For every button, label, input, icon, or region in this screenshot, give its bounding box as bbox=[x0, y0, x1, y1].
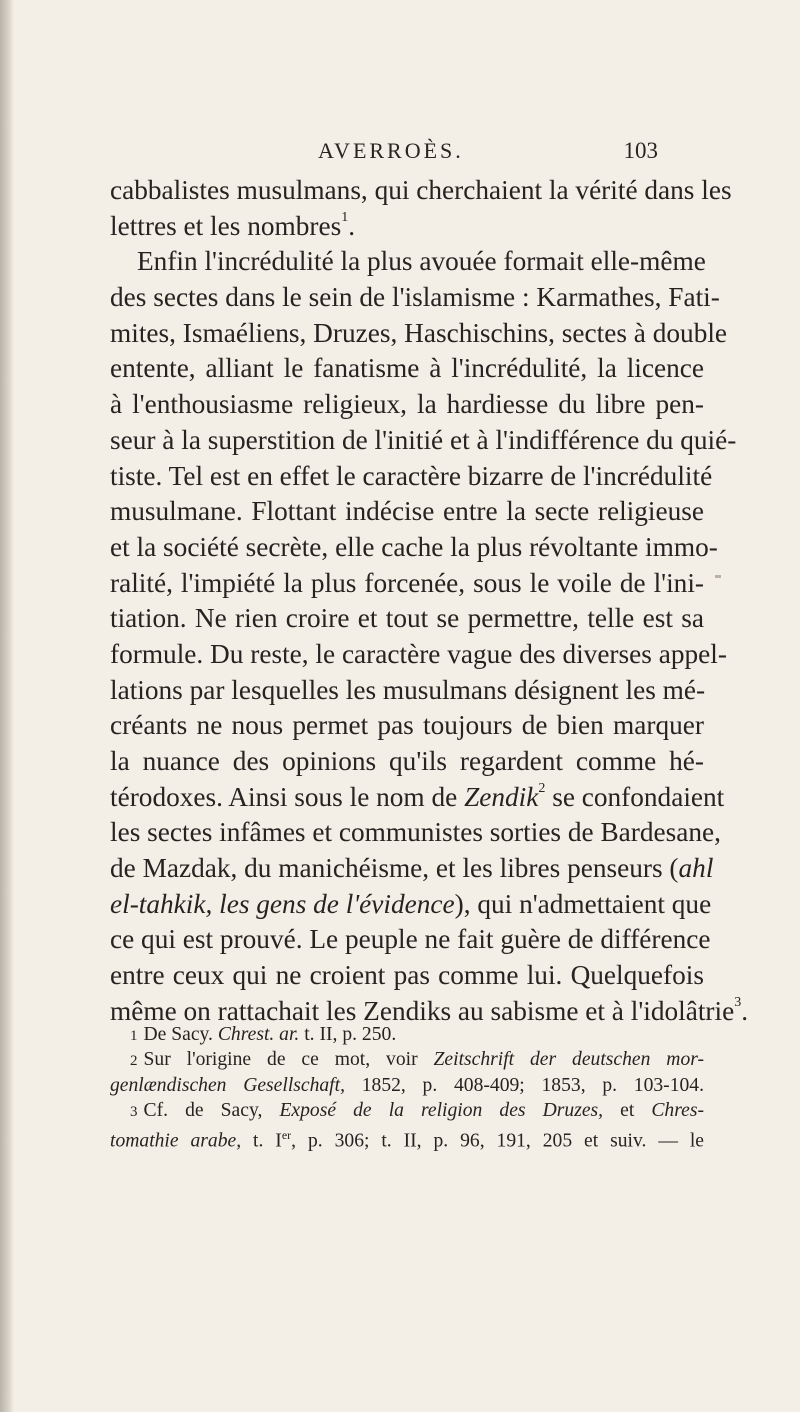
page-header bbox=[318, 138, 698, 172]
text-line: créants ne nous permet pas toujours de bien marquer bbox=[110, 710, 704, 741]
body-text bbox=[110, 173, 749, 1030]
italic-title: Chrest. ar. bbox=[217, 1024, 300, 1045]
text-fragment: se confondaient bbox=[545, 781, 725, 812]
italic-title: Chres- bbox=[651, 1099, 704, 1121]
text-line: ralité, l'impiété la plus forcenée, sous le voile de l'ini- bbox=[110, 567, 704, 598]
footnote-mark: 3 bbox=[130, 1103, 138, 1120]
italic-term: el-tahkik, les gens de l'évidence bbox=[110, 888, 455, 919]
footnotes bbox=[110, 1022, 705, 1152]
italic-title: genlændischen Gesellschaft, bbox=[110, 1074, 345, 1096]
text-fragment: térodoxes. Ainsi sous le nom de bbox=[110, 781, 458, 812]
text-line: tiste. Tel est en effet le caractère bizarre de l'incrédulité bbox=[110, 460, 713, 491]
text-fragment: de Mazdak, du manichéisme, et les libres penseurs ( bbox=[110, 853, 679, 884]
footnote-mark: 2 bbox=[130, 1053, 138, 1070]
footnote-3-continued bbox=[110, 1123, 704, 1152]
text-line bbox=[110, 887, 712, 923]
text-fragment: . bbox=[741, 995, 749, 1026]
text-fragment: . bbox=[348, 210, 356, 241]
text-line: Enfin l'incrédulité la plus avouée formait elle-même bbox=[137, 246, 706, 277]
text-line: seur à la superstition de l'initié et à l'indifférence du quié- bbox=[110, 424, 737, 455]
italic-term: ahl bbox=[678, 853, 714, 884]
text-fragment: De Sacy. bbox=[143, 1024, 218, 1045]
text-line: ce qui est prouvé. Le peuple ne fait guère de différence bbox=[110, 924, 711, 955]
text-line: tiation. Ne rien croire et tout se permettre, telle est sa bbox=[110, 603, 704, 634]
text-line: les sectes infâmes et communistes sorties de Bardesane, bbox=[110, 817, 721, 848]
footnote-1 bbox=[110, 1022, 704, 1047]
page-number: 103 bbox=[623, 138, 658, 163]
text-fragment: et bbox=[603, 1099, 652, 1121]
text-line: et la société secrète, elle cache la plus révoltante immo- bbox=[110, 531, 718, 562]
superscript: er bbox=[281, 1128, 292, 1143]
text-line: mites, Ismaéliens, Druzes, Haschischins, sectes à double bbox=[110, 317, 728, 348]
running-title: AVERROÈS. bbox=[318, 138, 464, 163]
italic-title: tomathie arabe, bbox=[110, 1130, 242, 1152]
text-fragment: 1852, p. 408-409; 1853, p. 103-104. bbox=[344, 1074, 704, 1096]
footnote-ref: 1 bbox=[341, 209, 349, 225]
footnote-ref: 2 bbox=[538, 780, 546, 796]
text-line: des sectes dans le sein de l'islamisme : Karmathes, Fati- bbox=[110, 282, 720, 313]
text-fragment: ), qui n'admettaient que bbox=[454, 888, 712, 919]
text-line: la nuance des opinions qu'ils regardent comme hé- bbox=[110, 746, 704, 776]
italic-title: Zeitschrift der deutschen mor- bbox=[433, 1049, 705, 1071]
text-fragment: même on rattachait les Zendiks au sabisme et à l'idolâtrie bbox=[110, 995, 735, 1026]
italic-term: Zendik bbox=[464, 781, 539, 812]
text-line: lations par lesquelles les musulmans désignent les mé- bbox=[110, 674, 706, 705]
text-line bbox=[110, 209, 704, 245]
text-line: formule. Du reste, le caractère vague des diverses appel- bbox=[110, 638, 727, 669]
text-fragment: t. II, p. 250. bbox=[299, 1024, 397, 1045]
footnote-3 bbox=[110, 1098, 704, 1123]
footnote-2-continued bbox=[110, 1073, 704, 1098]
italic-title: Exposé de la religion des Druzes, bbox=[279, 1099, 604, 1121]
margin-mark bbox=[715, 575, 721, 578]
text-line: cabbalistes musulmans, qui cherchaient la vérité dans les bbox=[110, 175, 732, 205]
text-line: musulmane. Flottant indécise entre la secte religieuse bbox=[110, 496, 704, 527]
text-line bbox=[110, 851, 714, 887]
text-fragment: , p. 306; t. II, p. 96, 191, 205 et suiv. — le bbox=[291, 1130, 704, 1152]
text-line: entente, alliant le fanatisme à l'incrédulité, la licence bbox=[110, 353, 704, 384]
text-fragment: t. I bbox=[241, 1130, 282, 1152]
text-fragment: lettres et les nombres bbox=[110, 210, 342, 241]
text-line: entre ceux qui ne croient pas comme lui. Quelquefois bbox=[110, 960, 704, 991]
footnote-ref: 3 bbox=[734, 994, 742, 1010]
text-fragment: Cf. de Sacy, bbox=[143, 1099, 280, 1121]
text-fragment: Sur l'origine de ce mot, voir bbox=[143, 1049, 434, 1071]
footnote-2 bbox=[110, 1047, 704, 1072]
text-line bbox=[110, 780, 725, 816]
footnote-mark: 1 bbox=[130, 1028, 138, 1044]
text-line: à l'enthousiasme religieux, la hardiesse du libre pen- bbox=[110, 389, 704, 420]
